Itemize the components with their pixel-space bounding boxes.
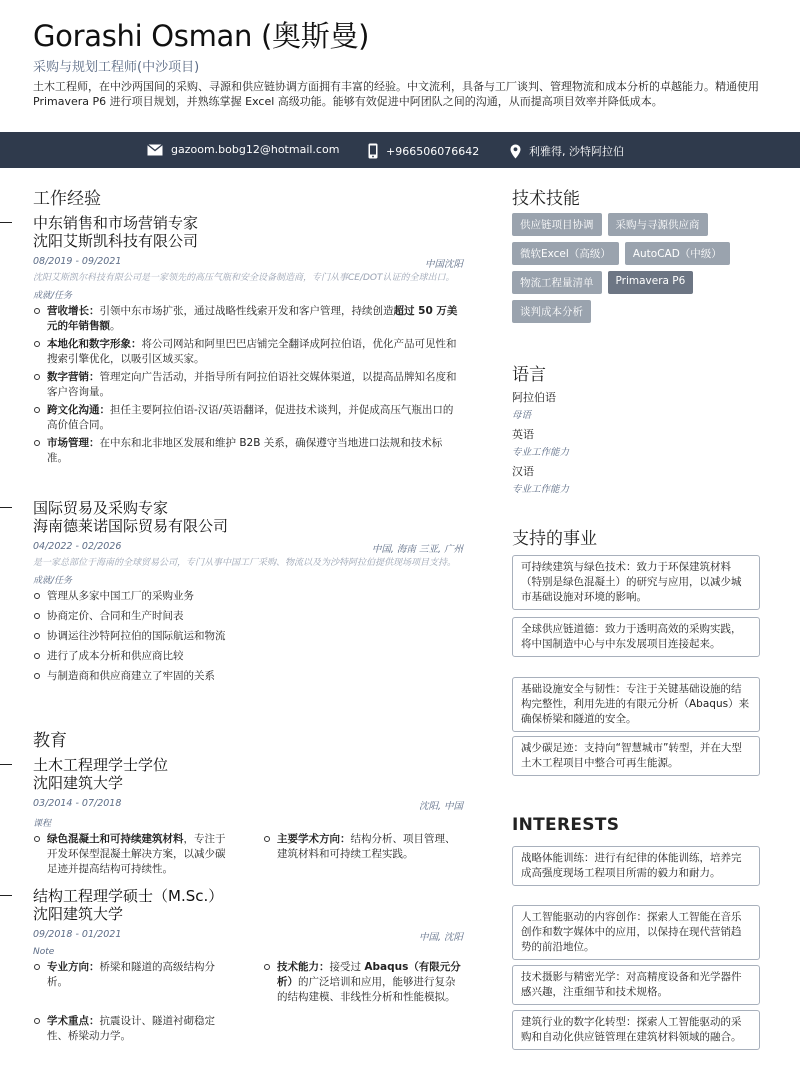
skill-chip: 微软Excel（高级） (512, 242, 619, 265)
interest-card: 技术摄影与精密光学：对高精度设备和光学器件感兴趣，注重细节和技术规格。 (512, 965, 760, 1005)
education-dates: 09/2018 - 01/2021 (33, 929, 122, 940)
education-meta (33, 929, 463, 943)
skill-chip: 物流工程量清单 (512, 271, 602, 294)
job-title: 中东销售和市场营销专家 (33, 214, 199, 232)
envelope-icon (147, 144, 163, 156)
list-item: 数字营销：管理定向广告活动，并指导所有阿拉伯语社交媒体渠道，以提高品牌知名度和客户咨询量。 (33, 370, 463, 400)
interest-card: 建筑行业的数字化转型：探索人工智能驱动的采购和自动化供应链管理在建筑材料领域的融合。 (512, 1010, 760, 1050)
list-item: 学术重点：抗震设计、隧道衬砌稳定性、桥梁动力学。 (33, 1014, 233, 1044)
course-list-left (33, 832, 233, 880)
job-dates: 04/2022 - 02/2026 (33, 541, 122, 552)
skill-chip: 采购与寻源供应商 (608, 213, 708, 236)
experience-heading: 工作经验 (33, 189, 101, 209)
cause-card: 可持续建筑与绿色技术：致力于环保建筑材料（特别是绿色混凝土）的研究与应用，以减少城市基础设施对环境的影响。 (512, 555, 760, 610)
job-location: 中国沈阳 (424, 259, 463, 270)
cause-card: 全球供应链道德：致力于透明高效的采购实践，将中国制造中心与中东发展项目连接起来。 (512, 617, 760, 657)
list-item: 与制造商和供应商建立了牢固的关系 (33, 669, 463, 684)
list-item: 营收增长：引领中东市场扩张，通过战略性线索开发和客户管理，持续创造超过 50 万美元的年销售额。 (33, 304, 463, 334)
candidate-role: 采购与规划工程师(中沙项目) (33, 60, 200, 75)
interest-card: 人工智能驱动的内容创作：探索人工智能在音乐创作和数字媒体中的应用，以保持在现代营销趋势的前沿地位。 (512, 905, 760, 960)
summary-text: 土木工程师，在中沙两国间的采购、寻源和供应链协调方面拥有丰富的经验。中文流利，具备与工厂谈判、管理物流和成本分析的卓越能力。精通使用 Primavera P6 进行项目规划，并熟练掌握 Excel 高级功能。能够有效促进中阿团队之间的沟通，从而提高项目效率并降低成本。 (33, 80, 759, 108)
note-subheading: Note (33, 947, 55, 957)
job-title: 国际贸易及采购专家 (33, 499, 169, 517)
language-name: 英语 (512, 428, 534, 441)
interest-card: 战略体能训练：进行有纪律的体能训练，培养完成高强度现场工程项目所需的毅力和耐力。 (512, 846, 760, 886)
skill-chip: 谈判成本分析 (512, 300, 591, 323)
languages-heading: 语言 (512, 365, 546, 385)
list-item: 绿色混凝土和可持续建筑材料，专注于开发环保型混凝土解决方案，以减少碳足迹并提高结构可持续性。 (33, 832, 233, 877)
list-item: 进行了成本分析和供应商比较 (33, 649, 463, 664)
language-name: 阿拉伯语 (512, 391, 556, 404)
language-level: 专业工作能力 (512, 447, 570, 458)
contact-bar (0, 132, 800, 168)
language-level: 专业工作能力 (512, 484, 570, 495)
achievement-list (33, 304, 463, 466)
contact-location (510, 143, 624, 159)
entry-marker (0, 764, 12, 765)
candidate-name: Gorashi Osman (奥斯曼) (33, 19, 370, 53)
phone-icon (368, 143, 378, 159)
education-details (33, 957, 463, 1047)
achievements-subheading: 成就/任务 (33, 576, 73, 586)
list-item: 协调运往沙特阿拉伯的国际航运和物流 (33, 629, 463, 644)
skill-chip: 供应链项目协调 (512, 213, 602, 236)
course-list-right (263, 960, 463, 1047)
contact-email[interactable] (147, 143, 339, 156)
language-item (512, 389, 556, 421)
skill-chip: Primavera P6 (608, 271, 694, 294)
location-pin-icon (510, 144, 521, 159)
email-text: gazoom.bobg12@hotmail.com (171, 143, 340, 156)
job-company: 沈阳艾斯凯科技有限公司 (33, 232, 199, 250)
phone-text: +966506076642 (386, 144, 480, 158)
achievements-subheading: 成就/任务 (33, 291, 73, 301)
entry-marker (0, 895, 12, 896)
job-entry (33, 499, 463, 689)
job-meta (33, 256, 463, 270)
job-entry (33, 214, 463, 469)
education-details (33, 829, 463, 880)
language-level: 母语 (512, 410, 532, 421)
course-list-left (33, 960, 233, 1047)
entry-marker (0, 507, 12, 508)
education-meta (33, 798, 463, 812)
language-name: 汉语 (512, 465, 534, 478)
school-name: 沈阳建筑大学 (33, 905, 124, 923)
company-description: 沈阳艾斯凯尔科技有限公司是一家领先的高压气瓶和安全设备制造商，专门从事CE/DOT认证的全球出口。 (33, 273, 455, 283)
interests-heading: INTERESTS (512, 815, 620, 835)
company-description: 是一家总部位于海南的全球贸易公司，专门从事中国工厂采购、物流以及为沙特阿拉伯提供现场项目支持。 (33, 558, 457, 568)
skill-chip: AutoCAD（中级） (625, 242, 730, 265)
location-text: 利雅得, 沙特阿拉伯 (529, 145, 624, 158)
cause-card: 基础设施安全与韧性：专注于关键基础设施的结构完整性，利用先进的有限元分析（Abaqus）来确保桥梁和隧道的安全。 (512, 677, 760, 732)
list-item: 跨文化沟通：担任主要阿拉伯语-汉语/英语翻译，促进技术谈判，并促成高压气瓶出口的高价值合同。 (33, 403, 463, 433)
education-location: 沈阳, 中国 (418, 801, 463, 812)
education-entry (33, 887, 463, 1047)
list-item: 主要学术方向：结构分析、项目管理、建筑材料和可持续工程实践。 (263, 832, 463, 862)
job-meta (33, 541, 463, 555)
education-location: 中国, 沈阳 (418, 932, 463, 943)
skills-heading: 技术技能 (512, 189, 580, 209)
course-list-right (263, 832, 463, 880)
list-item: 技术能力：接受过 Abaqus（有限元分析）的广泛培训和应用，能够进行复杂的结构建模、非线性分析和性能模拟。 (263, 960, 463, 1005)
education-entry (33, 756, 463, 880)
causes-heading: 支持的事业 (512, 529, 597, 549)
job-location: 中国, 海南 三亚, 广州 (371, 544, 463, 555)
list-item: 专业方向：桥梁和隧道的高级结构分析。 (33, 960, 233, 990)
job-dates: 08/2019 - 09/2021 (33, 256, 122, 267)
cause-card: 减少碳足迹：支持向“智慧城市”转型，并在大型土木工程项目中整合可再生能源。 (512, 736, 760, 776)
job-company: 海南德莱诺国际贸易有限公司 (33, 517, 229, 535)
school-name: 沈阳建筑大学 (33, 774, 124, 792)
entry-marker (0, 222, 12, 223)
list-item: 市场管理：在中东和北非地区发展和维护 B2B 关系，确保遵守当地进口法规和技术标准。 (33, 436, 463, 466)
skills-list (512, 213, 772, 329)
contact-phone[interactable] (368, 143, 479, 159)
list-item: 管理从多家中国工厂的采购业务 (33, 589, 463, 604)
degree-title: 结构工程理学硕士（M.Sc.） (33, 887, 224, 905)
education-heading: 教育 (33, 731, 67, 751)
achievement-list (33, 589, 463, 684)
list-item: 协商定价、合同和生产时间表 (33, 609, 463, 624)
language-item (512, 426, 569, 458)
courses-subheading: 课程 (33, 819, 52, 829)
education-dates: 03/2014 - 07/2018 (33, 798, 122, 809)
list-item: 本地化和数字形象：将公司网站和阿里巴巴店铺完全翻译成阿拉伯语，优化产品可见性和搜索引擎优化，以吸引区域买家。 (33, 337, 463, 367)
language-item (512, 463, 569, 495)
degree-title: 土木工程理学士学位 (33, 756, 169, 774)
